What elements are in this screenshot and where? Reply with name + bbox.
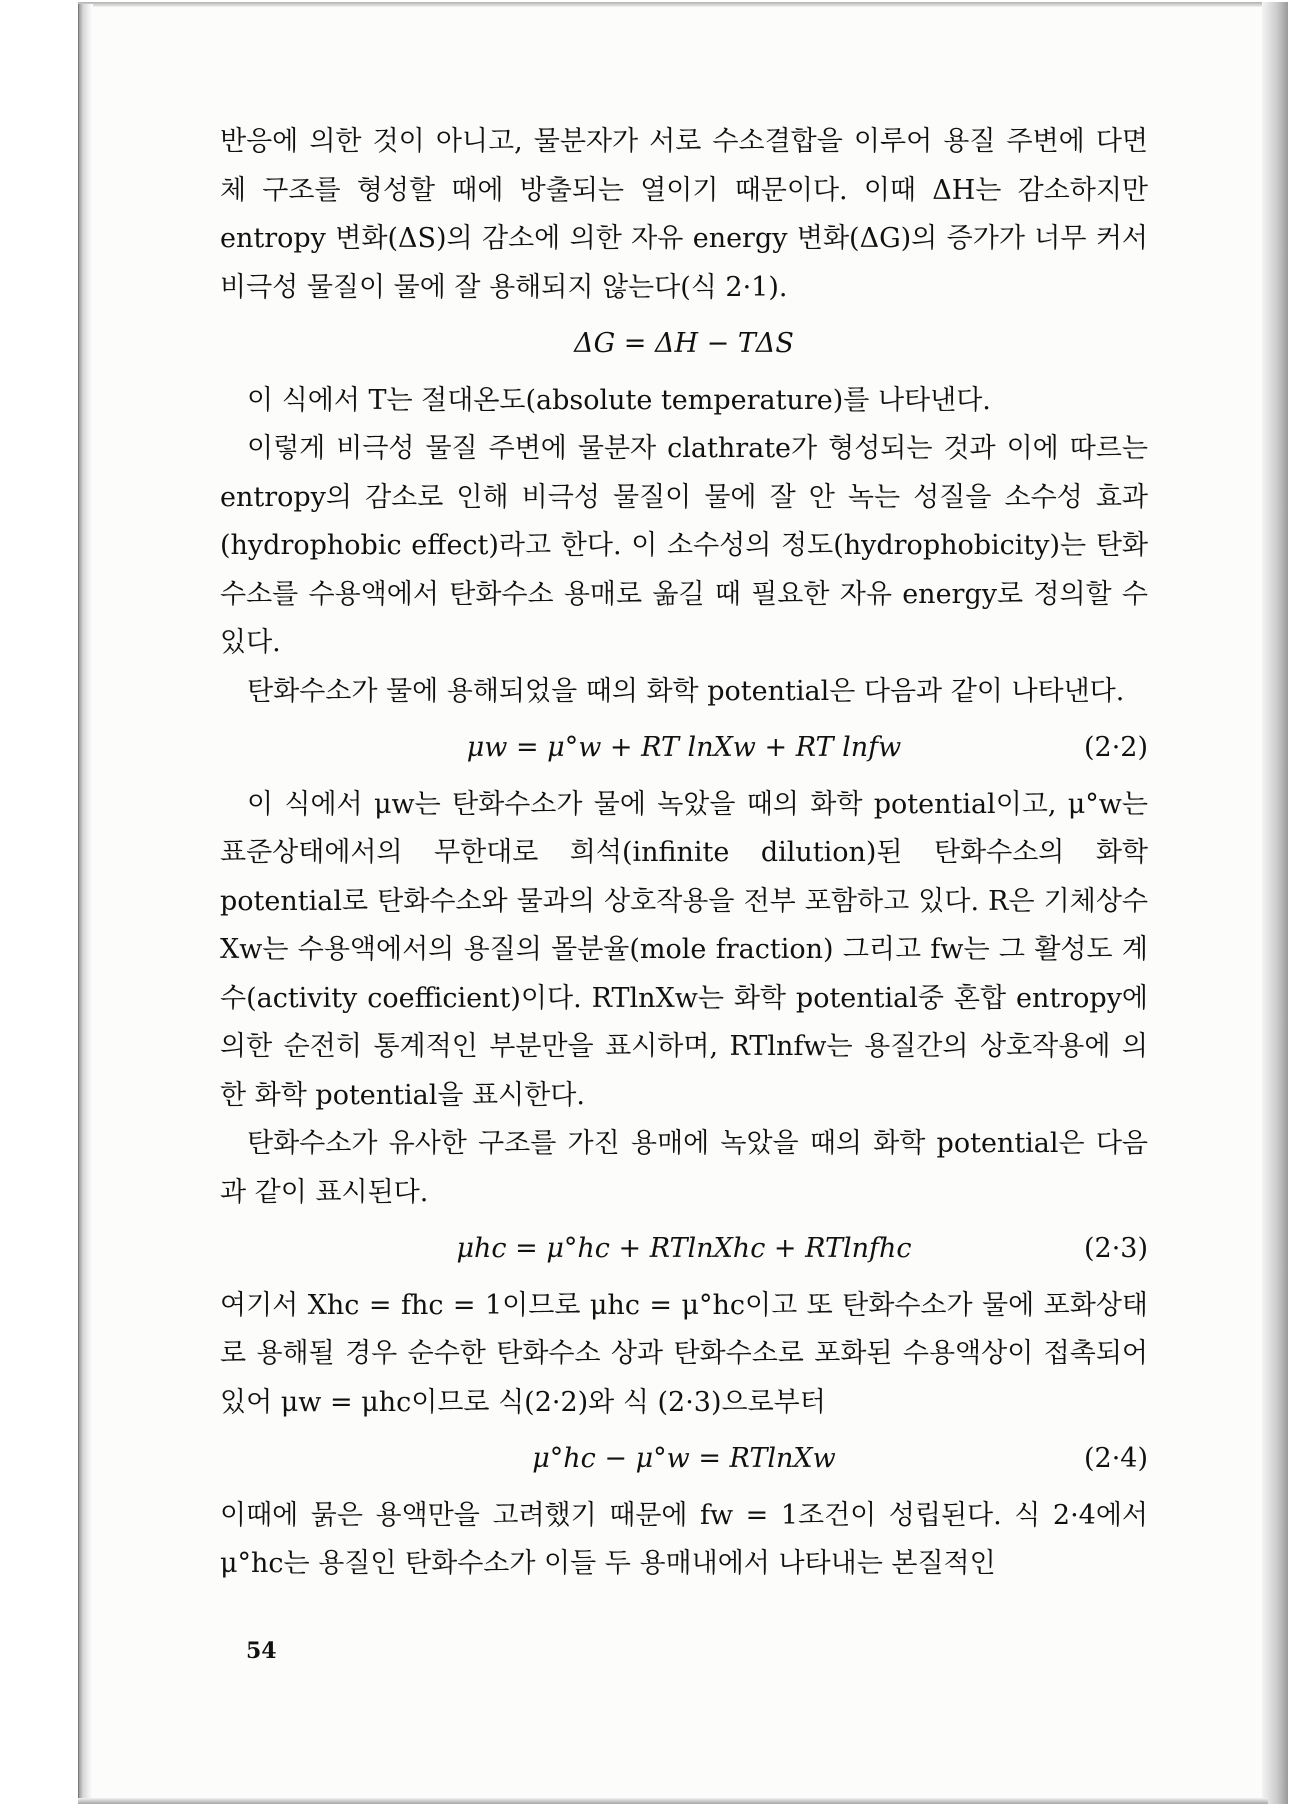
equation-2-3 — [220, 1225, 1148, 1274]
equation-text: μ°hc − μ°w = RTlnXw — [532, 1443, 836, 1474]
equation-2-4 — [220, 1435, 1148, 1484]
equation-2-1 — [220, 320, 1148, 369]
equation-number: (2·4) — [1083, 1443, 1148, 1474]
book-right-edge — [1262, 2, 1288, 1804]
equation-text: ΔG = ΔH − TΔS — [574, 328, 794, 359]
equation-text: μw = μ°w + RT lnXw + RT lnfw — [466, 732, 902, 763]
book-bottom-edge — [78, 1798, 1268, 1804]
paragraph: 여기서 Xhc = fhc = 1이므로 μhc = μ°hc이고 또 탄화수소가 물에 포화상태로 용해될 경우 순수한 탄화수소 상과 탄화수소로 포화된 수용액상이 접촉되어 있어 μw = μhc이므로 식(2·2)와 식 (2·3)으로부터 — [220, 1289, 1148, 1418]
page-number: 54 — [246, 1638, 277, 1664]
equation-text: μhc = μ°hc + RTlnXhc + RTlnfhc — [456, 1233, 912, 1264]
paragraph: 탄화수소가 유사한 구조를 가진 용매에 녹았을 때의 화학 potential은 다음과 같이 표시된다. — [220, 1128, 1148, 1208]
paragraph: 반응에 의한 것이 아니고, 물분자가 서로 수소결합을 이루어 용질 주변에 다면체 구조를 형성할 때에 방출되는 열이기 때문이다. 이때 ΔH는 감소하지만 entropy 변화(ΔS)의 감소에 의한 자유 energy 변화(ΔG)의 증가가 너무 커서 비극성 물질이 물에 잘 용해되지 않는다(식 2·1). — [220, 126, 1148, 303]
equation-2-2 — [220, 724, 1148, 773]
equation-number: (2·3) — [1083, 1233, 1148, 1264]
equation-number: (2·2) — [1083, 732, 1148, 763]
page-body — [220, 118, 1148, 1589]
paragraph: 이렇게 비극성 물질 주변에 물분자 clathrate가 형성되는 것과 이에 따르는 entropy의 감소로 인해 비극성 물질이 물에 잘 안 녹는 성질을 소수성 효과(hydrophobic effect)라고 한다. 이 소수성의 정도(hydrophobicity)는 탄화수소를 수용액에서 탄화수소 용매로 옮길 때 필요한 자유 energy로 정의할 수 있다. — [220, 433, 1148, 658]
paragraph: 이 식에서 μw는 탄화수소가 물에 녹았을 때의 화학 potential이고, μ°w는 표준상태에서의 무한대로 희석(infinite dilution)된 탄화수소의 화학 potential로 탄화수소와 물과의 상호작용을 전부 포함하고 있다. R은 기체상수 Xw는 수용액에서의 용질의 몰분율(mole fraction) 그리고 fw는 그 활성도 계수(activity coefficient)이다. RTlnXw는 화학 potential중 혼합 entropy에 의한 순전히 통계적인 부분만을 표시하며, RTlnfw는 용질간의 상호작용에 의한 화학 potential을 표시한다. — [220, 788, 1148, 1111]
paragraph: 탄화수소가 물에 용해되었을 때의 화학 potential은 다음과 같이 나타낸다. — [247, 675, 1125, 707]
paragraph: 이 식에서 T는 절대온도(absolute temperature)를 나타낸다. — [247, 384, 991, 416]
book-spine-edge — [78, 4, 93, 1804]
paragraph: 이때에 묽은 용액만을 고려했기 때문에 fw = 1조건이 성립된다. 식 2·4에서 μ°hc는 용질인 탄화수소가 이들 두 용매내에서 나타내는 본질적인 — [220, 1499, 1148, 1579]
